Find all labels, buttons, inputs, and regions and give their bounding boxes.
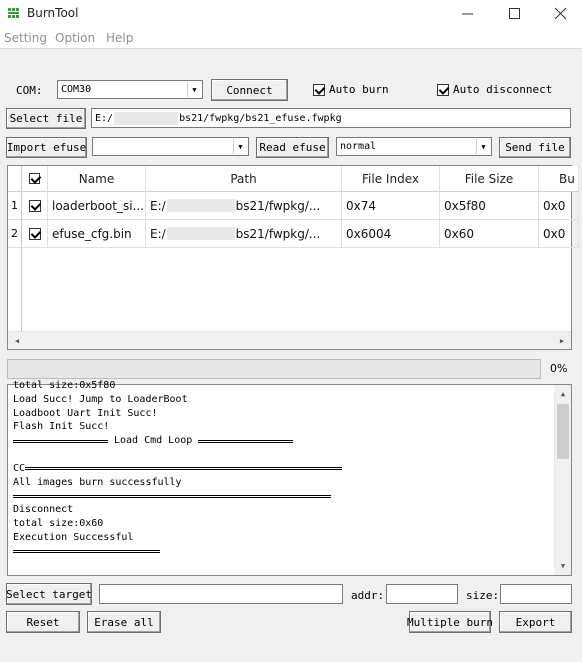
erase-all-button[interactable]: Erase all (87, 611, 161, 633)
scroll-right-icon[interactable]: ▶ (559, 337, 565, 345)
app-icon (7, 7, 20, 19)
maximize-icon (509, 8, 520, 19)
chevron-down-icon: ▼ (476, 139, 490, 154)
column-header-file-index[interactable]: File Index (342, 166, 440, 192)
cell-path-prefix: E:/ (150, 198, 166, 213)
cell-path-prefix: E:/ (150, 226, 166, 241)
checkbox-checked-icon (313, 84, 325, 96)
log-separator (13, 550, 160, 553)
log-line (13, 489, 543, 503)
scrollbar-thumb[interactable] (557, 404, 569, 459)
mode-value: normal (340, 141, 377, 152)
log-line: Loadboot Uart Init Succ! (13, 407, 158, 419)
file-path-prefix: E:/ (95, 112, 114, 124)
read-efuse-button[interactable]: Read efuse (256, 137, 329, 158)
cell-file-size: 0x60 (440, 220, 539, 248)
reset-button[interactable]: Reset (6, 611, 80, 633)
size-field[interactable] (500, 584, 572, 604)
log-blank-line (13, 448, 543, 462)
log-line: total size:0x60 (13, 517, 104, 529)
cell-file-index: 0x74 (342, 192, 440, 220)
progress-bar (7, 359, 541, 379)
log-separator (13, 440, 108, 443)
row-number: 1 (8, 192, 22, 220)
log-vertical-scrollbar[interactable] (554, 385, 571, 575)
addr-field[interactable] (386, 584, 458, 604)
redacted-region (167, 199, 235, 212)
connect-button[interactable]: Connect (211, 79, 288, 101)
column-header-bu[interactable]: Bu (539, 166, 579, 192)
cell-file-index: 0x6004 (342, 220, 440, 248)
checkbox-checked-icon (29, 228, 41, 240)
chevron-down-icon: ▼ (233, 139, 247, 154)
log-line: total size:0x5f80 (13, 380, 116, 391)
log-line: Load Succ! Jump to LoaderBoot (13, 393, 188, 405)
minimize-icon (462, 8, 473, 19)
progress-percent: 0% (550, 362, 568, 375)
size-label: size: (466, 589, 500, 602)
cell-bu: 0x0 (539, 192, 579, 220)
com-value: COM30 (61, 84, 92, 95)
auto-disconnect-label: Auto disconnect (453, 83, 553, 96)
log-separator (13, 495, 331, 498)
column-header-file-size[interactable]: File Size (440, 166, 539, 192)
row-header-corner (8, 166, 22, 192)
checkbox-checked-icon (29, 173, 40, 184)
close-button[interactable] (543, 2, 577, 24)
menu-bar (0, 27, 582, 49)
table-horizontal-scrollbar[interactable] (8, 331, 571, 349)
file-table (7, 165, 575, 350)
cell-path (146, 192, 342, 220)
cell-path (146, 220, 342, 248)
row-number: 2 (8, 220, 22, 248)
cell-path-suffix: bs21/fwpkg/... (235, 198, 321, 213)
log-line-text: Load Cmd Loop (114, 435, 193, 447)
scroll-up-icon[interactable]: ▲ (560, 390, 566, 398)
menu-setting[interactable]: Setting (4, 31, 47, 45)
com-select[interactable] (57, 80, 203, 99)
column-header-path[interactable]: Path (146, 166, 342, 192)
mode-select[interactable] (336, 137, 492, 156)
export-button[interactable]: Export (499, 611, 572, 633)
close-icon (555, 8, 566, 19)
cell-bu: 0x0 (539, 220, 579, 248)
import-efuse-button[interactable]: Import efuse (6, 137, 87, 158)
send-file-button[interactable]: Send file (499, 137, 571, 158)
row-checkbox[interactable] (22, 220, 48, 248)
auto-burn-checkbox[interactable] (313, 83, 389, 96)
cell-name: efuse_cfg.bin (48, 220, 146, 248)
log-line (13, 545, 543, 559)
com-label: COM: (16, 84, 43, 97)
auto-burn-label: Auto burn (329, 83, 389, 96)
log-line: Execution Successful (13, 531, 134, 543)
scroll-left-icon[interactable]: ◀ (14, 337, 20, 345)
log-line: Flash Init Succ! (13, 421, 110, 433)
select-target-button[interactable]: Select target (6, 583, 92, 605)
checkbox-checked-icon (437, 84, 449, 96)
target-field[interactable] (99, 584, 343, 604)
scroll-down-icon[interactable]: ▼ (560, 562, 566, 570)
log-separator (198, 440, 293, 443)
title-bar (0, 0, 582, 27)
menu-option[interactable]: Option (55, 31, 96, 45)
efuse-select[interactable] (92, 137, 249, 156)
log-line (13, 462, 543, 476)
log-line-text: CC (13, 462, 26, 474)
chevron-down-icon: ▼ (187, 82, 201, 97)
maximize-button[interactable] (497, 2, 531, 24)
file-path-suffix: bs21/fwpkg/bs21_efuse.fwpkg (179, 112, 342, 124)
minimize-button[interactable] (450, 2, 484, 24)
window-title: BurnTool (27, 6, 79, 20)
log-line: Disconnect (13, 504, 74, 516)
log-separator (25, 467, 342, 470)
auto-disconnect-checkbox[interactable] (437, 83, 552, 96)
checkbox-checked-icon (29, 200, 41, 212)
cell-file-size: 0x5f80 (440, 192, 539, 220)
select-file-button[interactable]: Select file (6, 108, 86, 129)
addr-label: addr: (351, 589, 385, 602)
log-text (13, 379, 543, 558)
select-all-header[interactable] (22, 166, 48, 192)
row-header-strip (8, 248, 22, 332)
log-line (13, 434, 543, 448)
menu-help[interactable]: Help (106, 31, 134, 45)
row-checkbox[interactable] (22, 192, 48, 220)
file-path-field[interactable] (91, 108, 571, 128)
redacted-region (167, 227, 235, 240)
log-output[interactable] (7, 380, 572, 576)
cell-path-suffix: bs21/fwpkg/... (235, 226, 321, 241)
multiple-burn-button[interactable]: Multiple burn (409, 611, 491, 633)
cell-name: loaderboot_si... (48, 192, 146, 220)
column-header-name[interactable]: Name (48, 166, 146, 192)
log-line: All images burn successfully (13, 476, 182, 488)
redacted-region (114, 112, 178, 125)
